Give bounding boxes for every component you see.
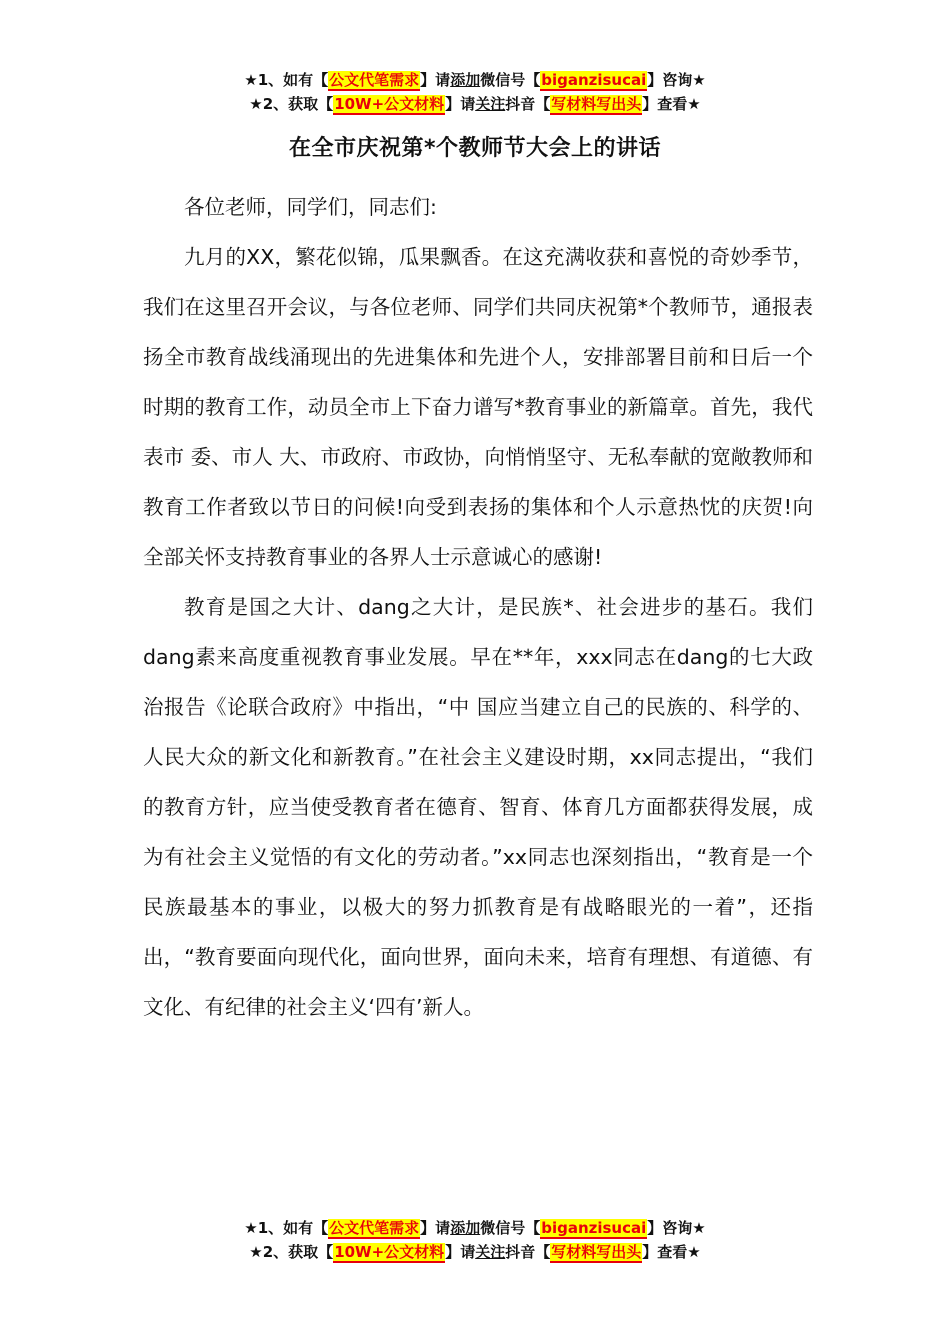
promo-highlight: 写材料写出头 [551, 1243, 642, 1261]
promo-highlight: biganzisucai [541, 71, 647, 89]
salutation-paragraph: 各位老师，同学们，同志们: [184, 195, 437, 219]
promo-highlight: 10W+公文材料 [334, 1243, 445, 1261]
promo-text: ★2、获取【 [249, 1243, 334, 1261]
body-paragraph: 九月的XX，繁花似锦，瓜果飘香。在这充满收获和喜悦的奇妙季节，我们在这里召开会议，与各位老师、同学们共同庆祝第*个教师节，通报表扬全市教育战线涌现出的先进集体和先进个人，安排部署目前和日后一个时期的教育工作，动员全市上下奋力谱写*教育事业的新篇章。首先，我代表市 委、市人 大、市政府、市政协，向悄悄坚守、无私奉献的宽敞教师和教育工作者致以节日的问候!向受到表扬的集体和个人示意热忱的庆贺!向全部关怀支持教育事业的各界人士示意诚心的感谢! [143, 245, 813, 569]
promo-banner-top [0, 68, 950, 116]
promo-text: 】请 [420, 71, 451, 89]
promo-banner-bottom [0, 1216, 950, 1264]
promo-highlight: 公文代笔需求 [329, 71, 420, 89]
promo-text: 】咨询★ [647, 1219, 706, 1237]
promo-text: 】咨询★ [647, 71, 706, 89]
promo-underlined: 关注 [475, 95, 506, 113]
promo-text: 】查看★ [642, 1243, 701, 1261]
promo-text: ★2、获取【 [249, 95, 334, 113]
promo-line-1 [0, 68, 950, 92]
promo-highlight: 公文代笔需求 [329, 1219, 420, 1237]
promo-underlined: 添加 [450, 71, 481, 89]
promo-line-2 [0, 92, 950, 116]
promo-text: 】查看★ [642, 95, 701, 113]
promo-text: 】请 [420, 1219, 451, 1237]
promo-line-1 [0, 1216, 950, 1240]
body-paragraph: 教育是国之大计、dang之大计，是民族*、社会进步的基石。我们dang素来高度重视教育事业发展。早在**年，xxx同志在dang的七大政 治报告《论联合政府》中指出，“中 国应当建立自己的民族的、科学的、人民大众的新文化和新教育。”在社会主义建设时期，xx同志提出，“我们的教育方针，应当使受教育者在德育、智育、体育几方面都获得发展，成为有社会主义觉悟的有文化的劳动者。”xx同志也深刻指出，“教育是一个民族最基本的事业，以极大的努力抓教育是有战略眼光的一着”，还指出，“教育要面向现代化，面向世界，面向未来，培育有理想、有道德、有文化、有纪律的社会主义‘四有’新人。 [143, 595, 813, 1019]
promo-highlight: 写材料写出头 [551, 95, 642, 113]
promo-text: 抖音【 [505, 95, 551, 113]
promo-underlined: 关注 [475, 1243, 506, 1261]
promo-line-2 [0, 1240, 950, 1264]
promo-text: 】请 [445, 1243, 476, 1261]
promo-text: ★1、如有【 [244, 71, 329, 89]
promo-text: 抖音【 [505, 1243, 551, 1261]
promo-text: ★1、如有【 [244, 1219, 329, 1237]
promo-highlight: 10W+公文材料 [334, 95, 445, 113]
promo-underlined: 添加 [450, 1219, 481, 1237]
promo-text: 微信号【 [480, 1219, 541, 1237]
promo-text: 】请 [445, 95, 476, 113]
promo-text: 微信号【 [480, 71, 541, 89]
document-body [143, 182, 813, 1032]
document-title: 在全市庆祝第*个教师节大会上的讲话 [288, 136, 661, 161]
promo-highlight: biganzisucai [541, 1219, 647, 1237]
